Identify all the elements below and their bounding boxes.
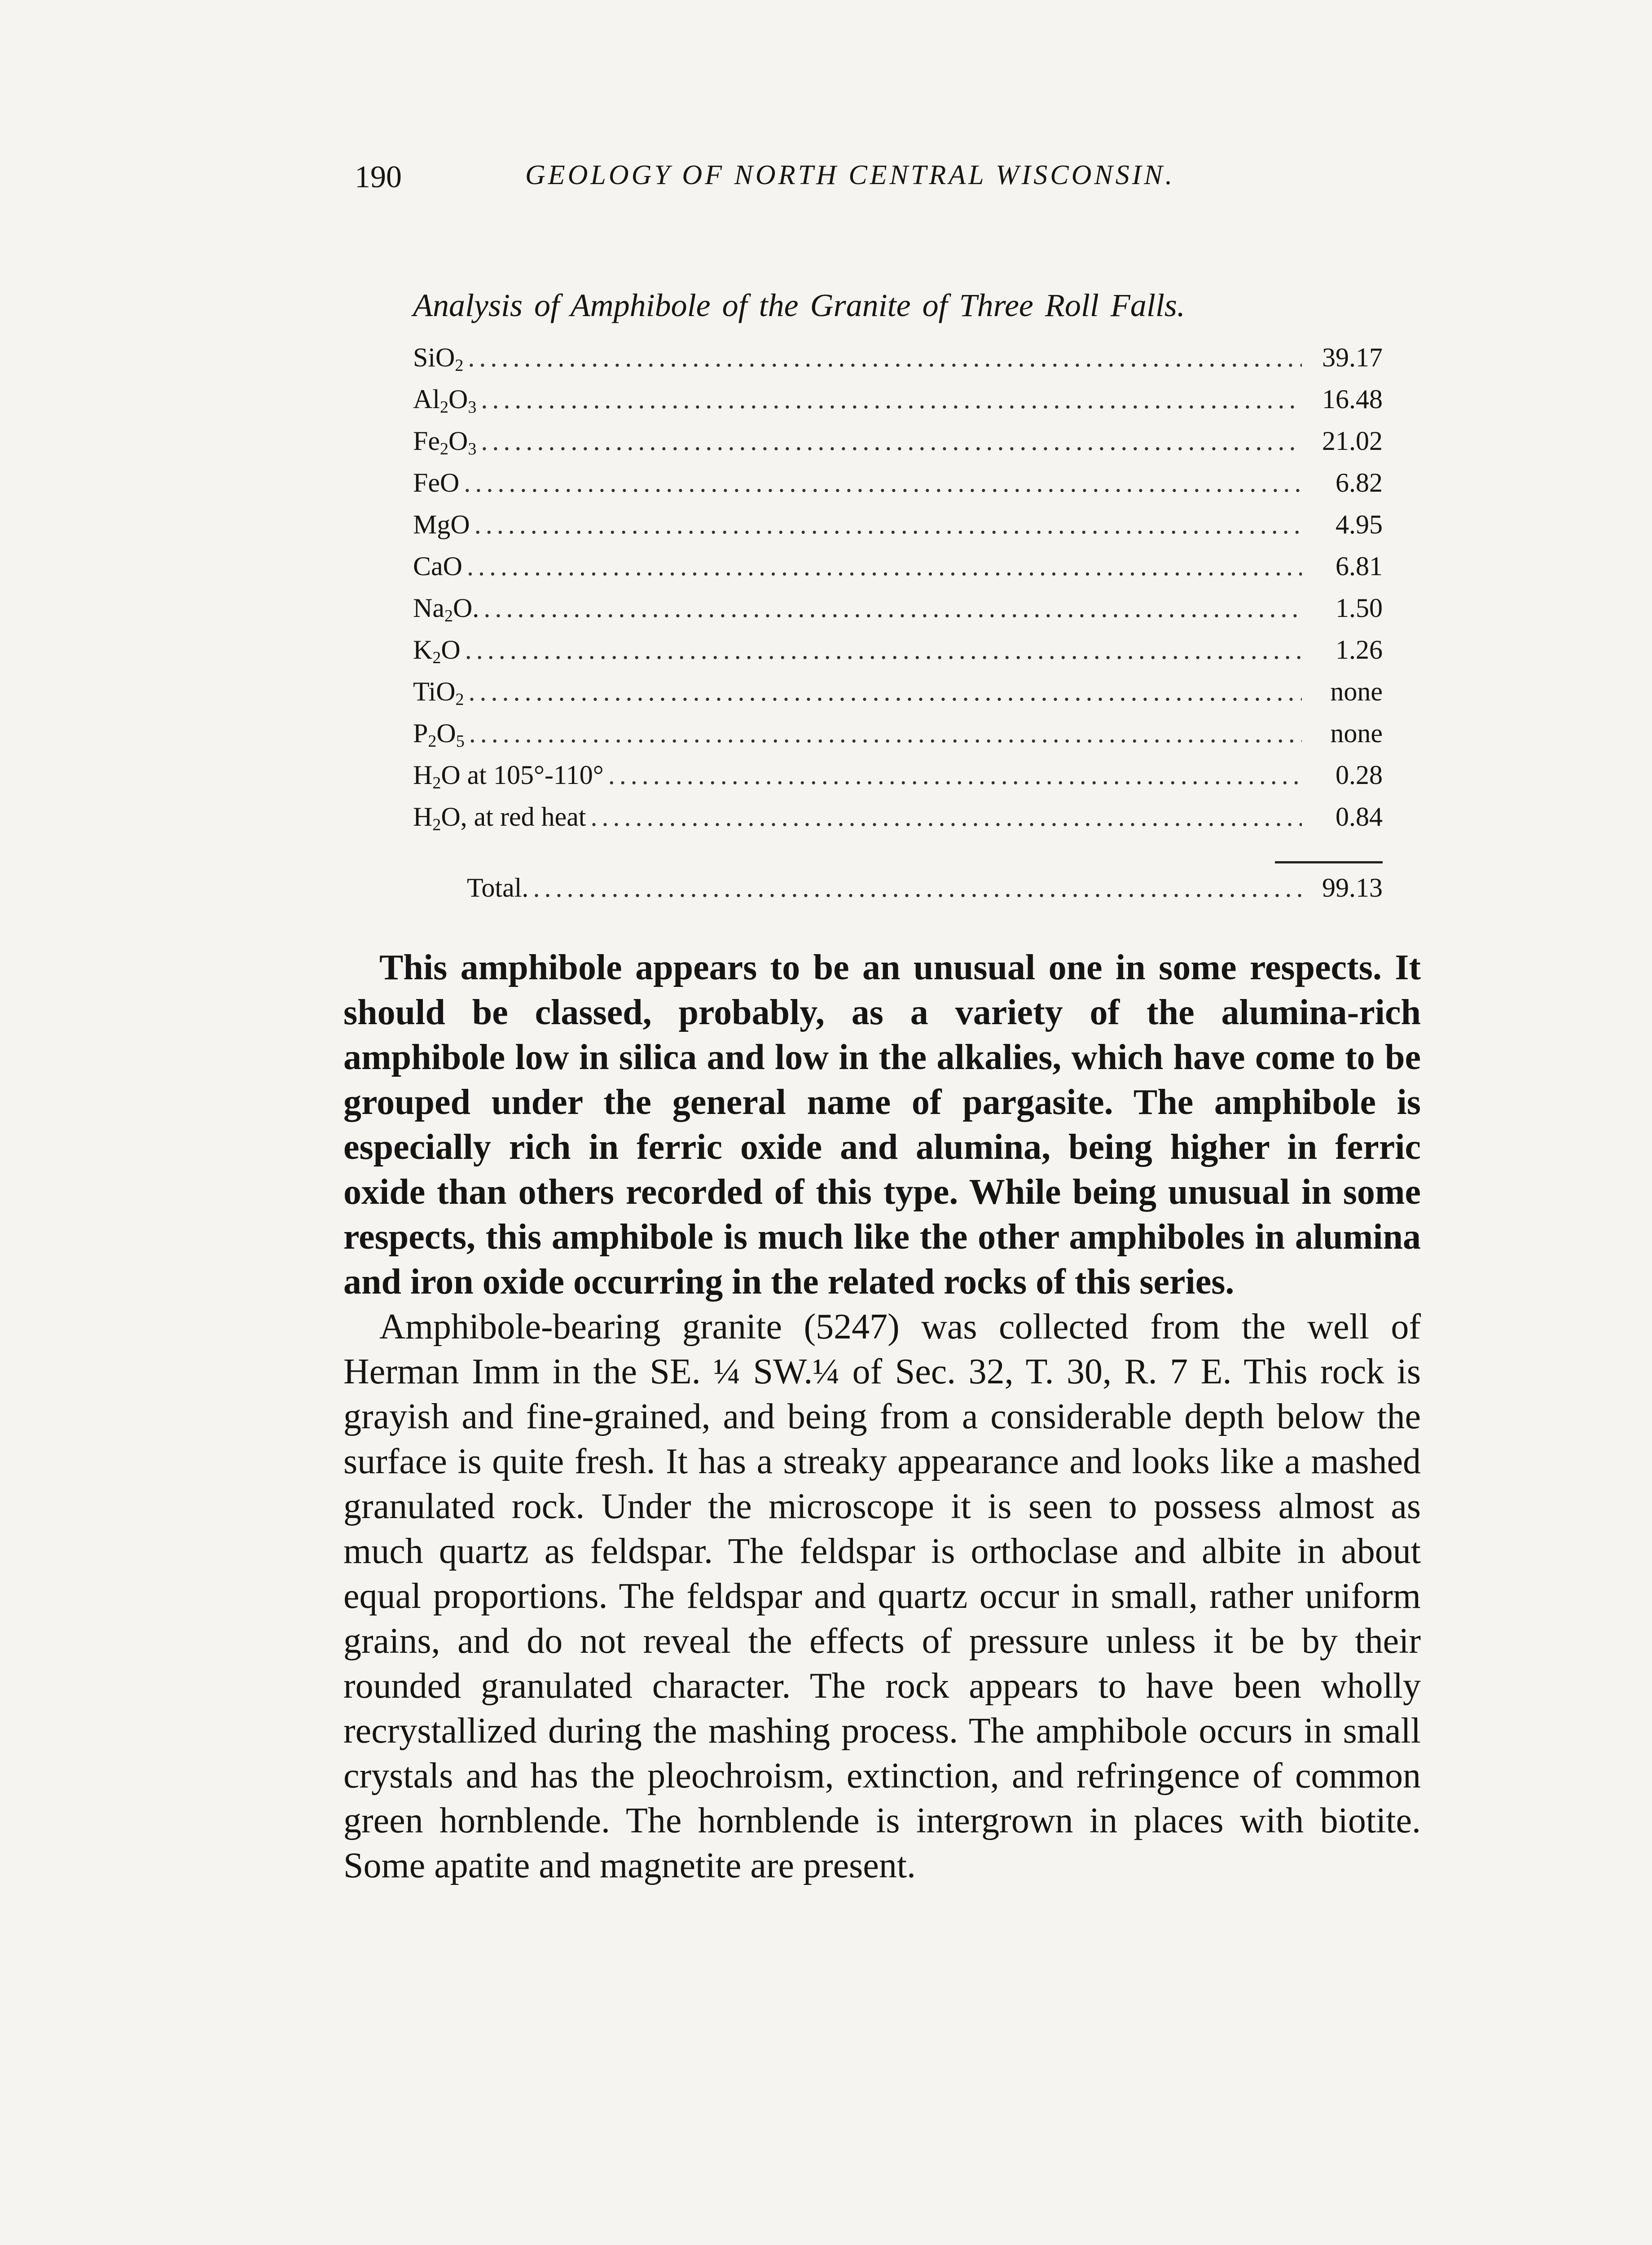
table-row — [413, 671, 1383, 713]
dot-leader — [481, 379, 1302, 420]
row-value: 6.81 — [1336, 551, 1383, 581]
table-row — [413, 754, 1383, 796]
row-label: SiO$_2$ — [413, 343, 464, 375]
row-label: CaO — [413, 551, 462, 581]
row-value: 16.48 — [1322, 384, 1383, 414]
table-row — [413, 420, 1383, 462]
row-value: 6.82 — [1336, 468, 1383, 497]
dot-leader — [608, 754, 1302, 796]
table-row — [413, 587, 1383, 629]
dot-leader — [475, 504, 1302, 546]
paragraph-granite-description: Amphibole-bearing granite (5247) was collected from the well of Herman Imm in the SE. ¼ SW.¼ of Sec. 32, T. 30, R. 7 E. This rock is grayish and fine-grained, and being from a considerable depth below the surface is quite fresh. It has a streaky appearance and looks like a mashed granulated rock. Under the microscope it is seen to possess almost as much quartz as feldspar. The feldspar is orthoclase and albite in about equal proportions. The feldspar and quartz occur in small, rather uniform grains, and do not reveal the effects of pressure unless it be by their rounded granulated character. The rock appears to have been wholly recrystallized during the mashing process. The amphibole occurs in small crystals and has the pleochroism, extinction, and refringence of common green hornblende. The hornblende is intergrown in places with biotite. Some apatite and magnetite are present. — [343, 1307, 1421, 1885]
row-label: FeO — [413, 468, 460, 497]
row-value: 21.02 — [1322, 426, 1383, 456]
row-value: 0.84 — [1336, 802, 1383, 832]
table-row — [413, 379, 1383, 420]
dot-leader — [469, 713, 1302, 754]
row-value: 4.95 — [1336, 510, 1383, 539]
row-label: $Fe_2O_3$ — [413, 426, 477, 458]
page-header — [355, 159, 1387, 213]
running-title: GEOLOGY OF NORTH CENTRAL WISCONSIN. — [525, 160, 1175, 190]
total-value: 99.13 — [1322, 873, 1383, 902]
dot-leader — [483, 587, 1302, 629]
row-value: 39.17 — [1322, 343, 1383, 372]
dot-leader — [591, 796, 1302, 838]
total-row — [467, 867, 1383, 909]
row-label: $Al_2O_3$ — [413, 384, 477, 417]
row-label: TiO$_2$ — [413, 677, 464, 709]
table-row — [413, 796, 1383, 838]
row-label: $H_2O$, at red heat — [413, 802, 586, 834]
body-text — [343, 945, 1421, 1888]
row-label: $Na_2O$. — [413, 593, 479, 625]
total-label: Total. — [467, 873, 529, 902]
dot-leader — [481, 420, 1302, 462]
row-value: 1.50 — [1336, 593, 1383, 623]
table-row — [413, 504, 1383, 546]
table-row — [413, 546, 1383, 587]
dot-leader — [469, 671, 1302, 713]
table-row — [413, 713, 1383, 754]
analysis-title: Analysis of Amphibole of the Granite of Three Roll Falls. — [413, 287, 1185, 323]
page-number: 190 — [355, 160, 402, 194]
row-value: 0.28 — [1336, 760, 1383, 790]
row-value: 1.26 — [1336, 635, 1383, 665]
table-row — [413, 337, 1383, 379]
paragraph-amphibole-discussion: This amphibole appears to be an unusual one in some respects. It should be classed, probably, as a variety of the alumina-rich amphibole low in silica and low in the alkalies, which have come to be grouped under the general name of pargasite. The amphibole is especially rich in ferric oxide and alumina, being higher in ferric oxide than others recorded of this type. While being unusual in some respects, this amphibole is much like the other amphiboles in alumina and iron oxide occurring in the related rocks of this series. — [343, 948, 1421, 1302]
row-value: none — [1330, 677, 1383, 706]
dot-leader — [465, 629, 1302, 671]
row-label: MgO — [413, 510, 470, 539]
table-row — [413, 462, 1383, 504]
total-rule — [1275, 861, 1383, 863]
analysis-table — [413, 287, 1383, 909]
dot-leader — [533, 867, 1302, 909]
dot-leader — [468, 337, 1302, 379]
dot-leader — [467, 546, 1302, 587]
row-label: $K_2O$ — [413, 635, 461, 667]
row-value: none — [1330, 718, 1383, 748]
dot-leader — [464, 462, 1302, 504]
row-label: $P_2O_5$ — [413, 718, 465, 751]
row-label: $H_2O$ at 105°-110° — [413, 760, 604, 792]
table-row — [413, 629, 1383, 671]
